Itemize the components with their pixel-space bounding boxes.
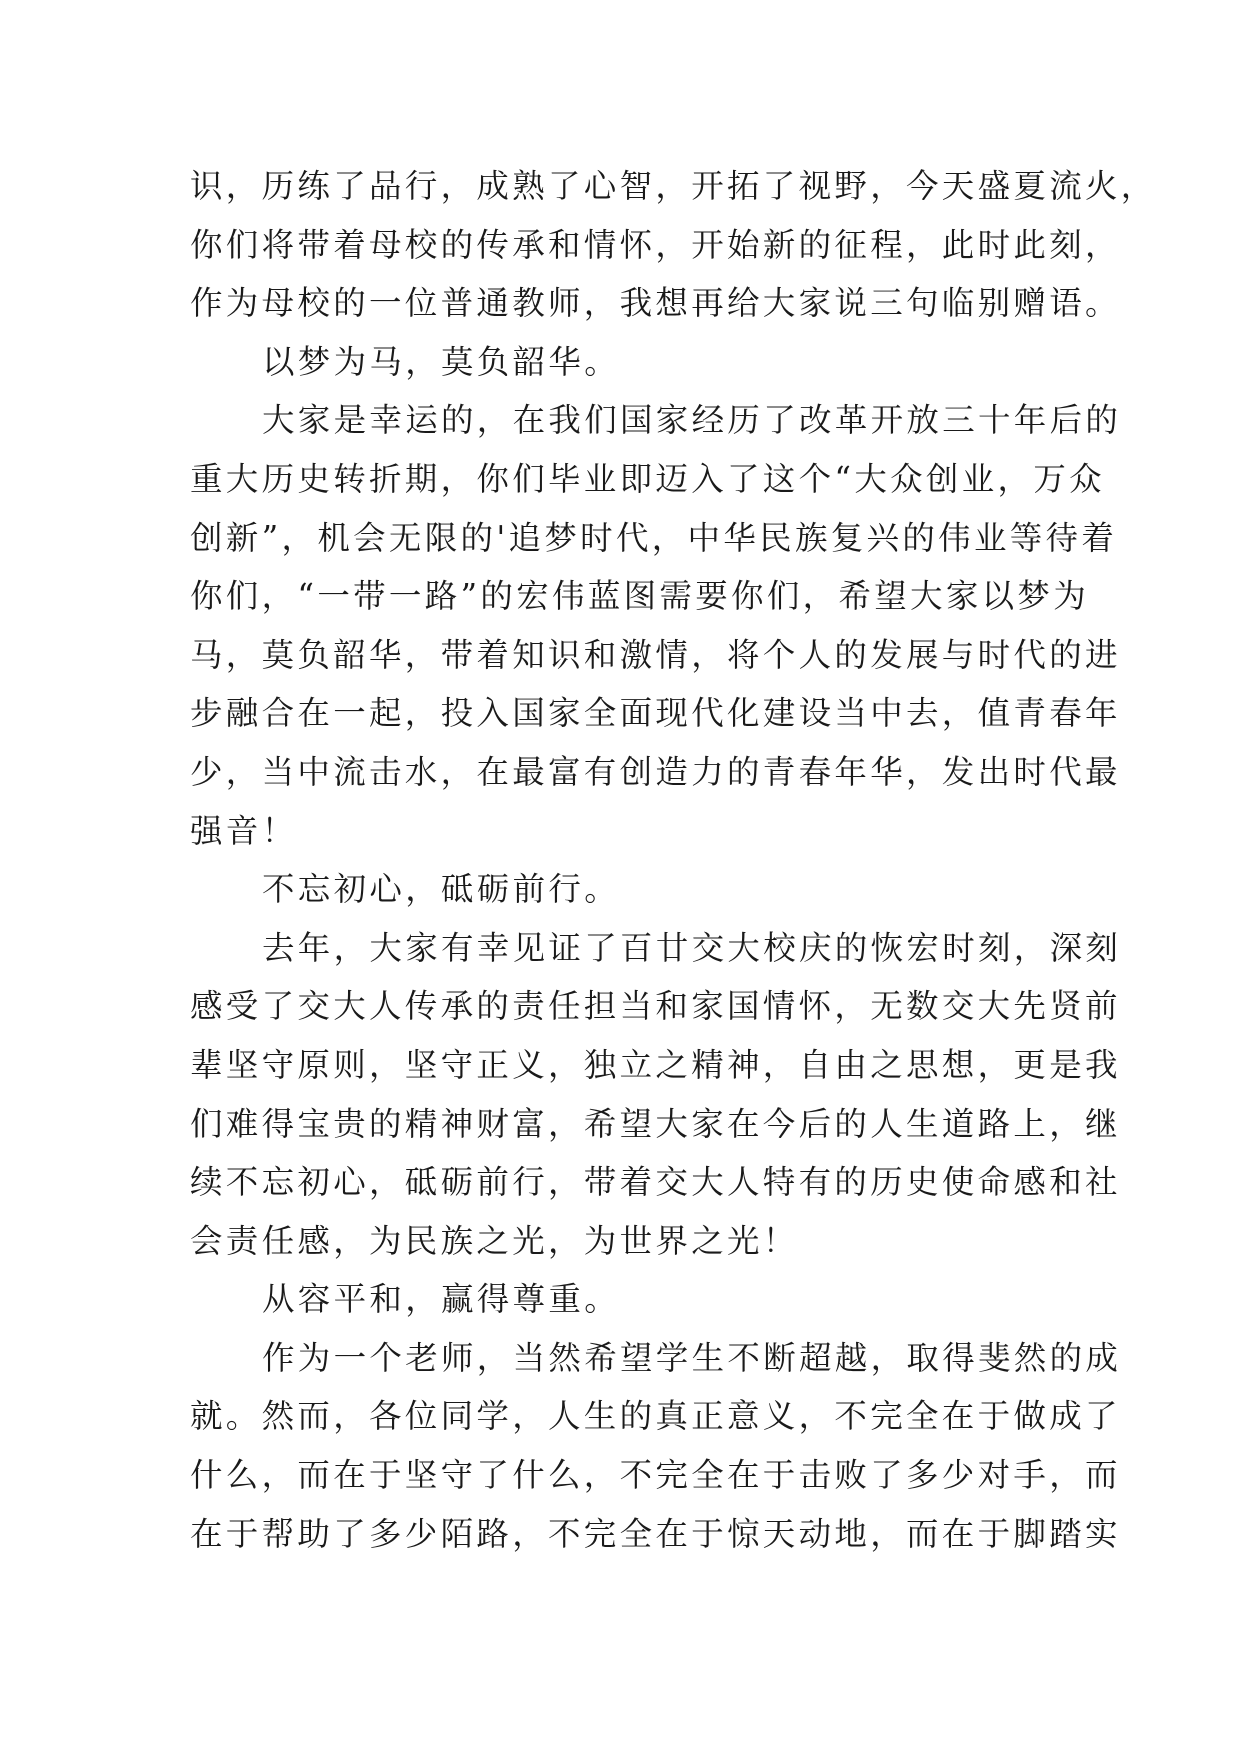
section-heading: 以梦为马，莫负韶华。 xyxy=(262,342,621,381)
text-line: 识，历练了品行，成熟了心智，开拓了视野，今天盛夏流火， xyxy=(190,167,1157,205)
text-line: 什么，而在于坚守了什么，不完全在于击败了多少对手，而 xyxy=(190,1456,1121,1495)
document-body xyxy=(190,157,1157,1563)
text-line: 步融合在一起，投入国家全面现代化建设当中去，值青春年 xyxy=(190,694,1121,733)
text-line: 马，莫负韶华，带着知识和激情，将个人的发展与时代的进 xyxy=(190,635,1121,674)
text-line: 大家是幸运的，在我们国家经历了改革开放三十年后的 xyxy=(262,401,1122,440)
section-heading: 不忘初心，砥砺前行。 xyxy=(262,870,621,909)
text-line: 重大历史转折期，你们毕业即迈入了这个“大众创业，万众 xyxy=(190,459,1105,498)
text-line: 会责任感，为民族之光，为世界之光！ xyxy=(190,1221,799,1260)
text-line: 作为一个老师，当然希望学生不断超越，取得斐然的成 xyxy=(262,1338,1122,1377)
text-line: 你们将带着母校的传承和情怀，开始新的征程，此时此刻， xyxy=(190,225,1121,264)
text-line: 续不忘初心，砥砺前行，带着交大人特有的历史使命感和社 xyxy=(190,1163,1121,1202)
text-line: 你们，“一带一路”的宏伟蓝图需要你们，希望大家以梦为 xyxy=(190,577,1090,616)
text-line: 去年，大家有幸见证了百廿交大校庆的恢宏时刻，深刻 xyxy=(262,928,1122,967)
section-heading: 从容平和，赢得尊重。 xyxy=(262,1280,621,1319)
text-line: 就。然而，各位同学，人生的真正意义，不完全在于做成了 xyxy=(190,1397,1121,1436)
text-line: 强音！ xyxy=(190,811,298,850)
text-line: 创新”，机会无限的'追梦时代，中华民族复兴的伟业等待着 xyxy=(190,518,1118,557)
text-line: 感受了交大人传承的责任担当和家国情怀，无数交大先贤前 xyxy=(190,987,1121,1026)
text-line: 们难得宝贵的精神财富，希望大家在今后的人生道路上，继 xyxy=(190,1104,1121,1143)
text-line: 辈坚守原则，坚守正义，独立之精神，自由之思想，更是我 xyxy=(190,1045,1121,1084)
text-line: 少，当中流击水，在最富有创造力的青春年华，发出时代最 xyxy=(190,752,1121,791)
text-line: 作为母校的一位普通教师，我想再给大家说三句临别赠语。 xyxy=(190,284,1121,323)
text-line: 在于帮助了多少陌路，不完全在于惊天动地，而在于脚踏实 xyxy=(190,1514,1121,1553)
